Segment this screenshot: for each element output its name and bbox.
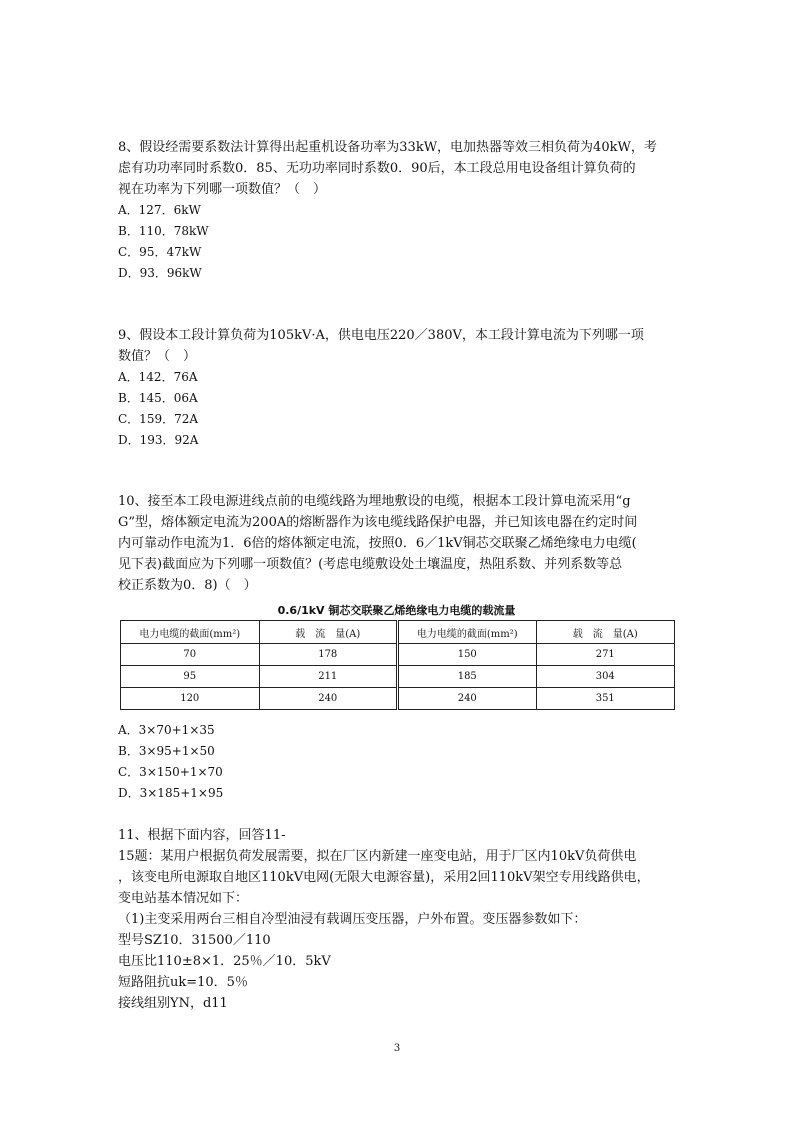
page-number: 3 bbox=[393, 1043, 401, 1054]
table-cell: 178 bbox=[259, 644, 398, 666]
table-row bbox=[121, 688, 675, 710]
table-cell: 240 bbox=[259, 688, 398, 710]
question-11-line: 电压比110±8×1．25％／10．5kV bbox=[118, 954, 331, 969]
question-11-line: （1)主变采用两台三相自冷型油浸有载调压变压器，户外布置。变压器参数如下： bbox=[118, 912, 587, 927]
question-11-line: 接线组别YN，d11 bbox=[118, 996, 228, 1011]
table-cell: 211 bbox=[259, 666, 398, 688]
question-8-option-d: D．93．96kW bbox=[118, 266, 202, 280]
question-10-option-b: B．3×95+1×50 bbox=[118, 744, 215, 758]
question-8-line: 视在功率为下列哪一项数值？（ ） bbox=[118, 182, 327, 197]
question-10-options bbox=[118, 720, 678, 804]
question-11-line: 型号SZ10．31500／110 bbox=[118, 933, 271, 948]
question-11 bbox=[118, 825, 678, 1014]
question-11-line: 短路阻抗uk=10．5％ bbox=[118, 975, 248, 990]
header-current-capacity: 载 流 量(A) bbox=[536, 621, 675, 644]
question-10-option-d: D．3×185+1×95 bbox=[118, 786, 224, 800]
table-cell: 240 bbox=[398, 688, 537, 710]
question-8-option-a: A．127．6kW bbox=[118, 203, 201, 217]
question-10-line: G”型，熔体额定电流为200A的熔断器作为该电缆线路保护电器，并已知该电器在约定时间 bbox=[118, 515, 638, 530]
question-9-option-c: C．159．72A bbox=[118, 412, 199, 426]
question-10-line: 10、接至本工段电源进线点前的电缆线路为埋地敷设的电缆，根据本工段计算电流采用“g bbox=[118, 494, 631, 509]
question-10-option-a: A．3×70+1×35 bbox=[118, 723, 215, 737]
header-cross-section: 电力电缆的截面(mm²) bbox=[121, 621, 260, 644]
question-8-line: 8、假设经需要系数法计算得出起重机设备功率为33kW，电加热器等效三相负荷为40kW，考 bbox=[118, 140, 657, 155]
table-row bbox=[121, 644, 675, 666]
table-header-row bbox=[121, 621, 675, 644]
question-11-line: 15题：某用户根据负荷发展需要，拟在厂区内新建一座变电站，用于厂区内10kV负荷供电 bbox=[118, 849, 637, 864]
question-9-line: 9、假设本工段计算负荷为105kV·A，供电电压220／380V，本工段计算电流为下列哪一项 bbox=[118, 328, 644, 343]
header-cross-section: 电力电缆的截面(mm²) bbox=[398, 621, 537, 644]
question-8-option-b: B．110．78kW bbox=[118, 224, 209, 238]
question-11-line: 变电站基本情况如下： bbox=[118, 891, 249, 906]
table-cell: 120 bbox=[121, 688, 260, 710]
table-cell: 95 bbox=[121, 666, 260, 688]
table-row bbox=[121, 666, 675, 688]
table-cell: 185 bbox=[398, 666, 537, 688]
question-8-line: 虑有功功率同时系数0．85、无功功率同时系数0．90后，本工段总用电设备组计算负荷的 bbox=[118, 161, 636, 176]
question-11-line: 11、根据下面内容，回答11- bbox=[118, 828, 286, 843]
table-cell: 304 bbox=[536, 666, 675, 688]
question-9-line: 数值？（ ） bbox=[118, 349, 197, 364]
question-8-option-c: C．95．47kW bbox=[118, 245, 202, 259]
question-9-option-b: B．145．06A bbox=[118, 391, 198, 405]
table-cell: 351 bbox=[536, 688, 675, 710]
question-9-option-d: D．193．92A bbox=[118, 433, 199, 447]
question-10-line: 见下表)截面应为下列哪一项数值？(考虑电缆敷设处土壤温度，热阻系数、并列系数等总 bbox=[118, 557, 623, 572]
question-9 bbox=[118, 325, 678, 451]
table-cell: 70 bbox=[121, 644, 260, 666]
question-9-option-a: A．142．76A bbox=[118, 370, 198, 384]
question-8 bbox=[118, 137, 678, 284]
question-10-option-c: C．3×150+1×70 bbox=[118, 765, 223, 779]
question-11-line: ，该变电所电源取自地区110kV电网(无限大电源容量)，采用2回110kV架空专用线路供电， bbox=[118, 870, 650, 885]
question-10-line: 校正系数为0．8)（ ） bbox=[118, 578, 257, 593]
header-current-capacity: 载 流 量(A) bbox=[259, 621, 398, 644]
table-cell: 271 bbox=[536, 644, 675, 666]
cable-ampacity-table bbox=[120, 620, 675, 710]
question-10-line: 内可靠动作电流为1．6倍的熔体额定电流，按照0．6／1kV铜芯交联聚乙烯绝缘电力电缆( bbox=[118, 536, 637, 551]
table-caption: 0.6/1kV 铜芯交联聚乙烯绝缘电力电缆的载流量 bbox=[277, 604, 516, 617]
question-10 bbox=[118, 491, 678, 596]
table-cell: 150 bbox=[398, 644, 537, 666]
